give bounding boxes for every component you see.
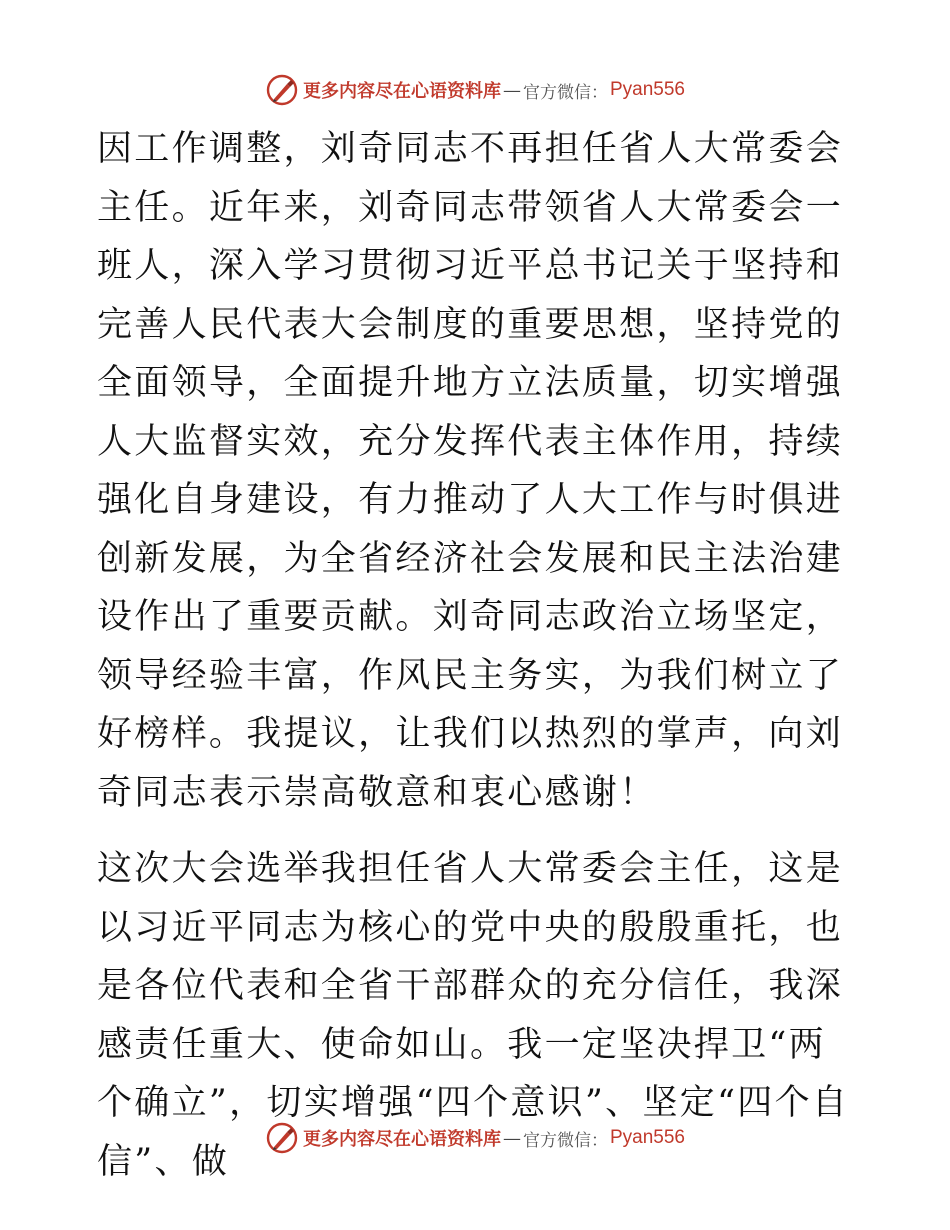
pen-logo-icon — [265, 73, 299, 107]
paragraph-2: 这次大会选举我担任省人大常委会主任，这是以习近平同志为核心的党中央的殷殷重托，也是各位代表和全省干部群众的充分信任，我深感责任重大、使命如山。我一定坚决捍卫“两个确立”，切实增强“四个意识”、坚定“四个自信”、做 — [97, 849, 850, 1182]
banner-wechat-id: Pyan556 — [609, 79, 685, 100]
banner-separator: — — [502, 79, 521, 101]
banner-separator: — — [502, 1127, 521, 1149]
header-watermark-banner — [0, 70, 950, 110]
banner-title: 更多内容尽在心语资料库 — [302, 1129, 501, 1150]
paragraph-1: 因工作调整，刘奇同志不再担任省人大常委会主任。近年来，刘奇同志带领省人大常委会一班人，深入学习贯彻习近平总书记关于坚持和完善人民代表大会制度的重要思想，坚持党的全面领导，全面提升地方立法质量，切实增强人大监督实效，充分发挥代表主体作用，持续强化自身建设，有力推动了人大工作与时俱进创新发展，为全省经济社会发展和民主法治建设作出了重要贡献。刘奇同志政治立场坚定，领导经验丰富，作风民主务实，为我们树立了好榜样。我提议，让我们以热烈的掌声，向刘奇同志表示崇高敬意和衷心感谢！ — [97, 129, 844, 813]
banner-wechat-id: Pyan556 — [609, 1127, 685, 1148]
banner-wechat-label: 官方微信： — [522, 82, 608, 103]
footer-watermark-banner — [0, 1118, 950, 1158]
pen-logo-icon — [265, 1121, 299, 1155]
banner-wechat-label: 官方微信： — [522, 1130, 608, 1151]
banner-title: 更多内容尽在心语资料库 — [302, 81, 501, 102]
document-body — [97, 120, 857, 1191]
